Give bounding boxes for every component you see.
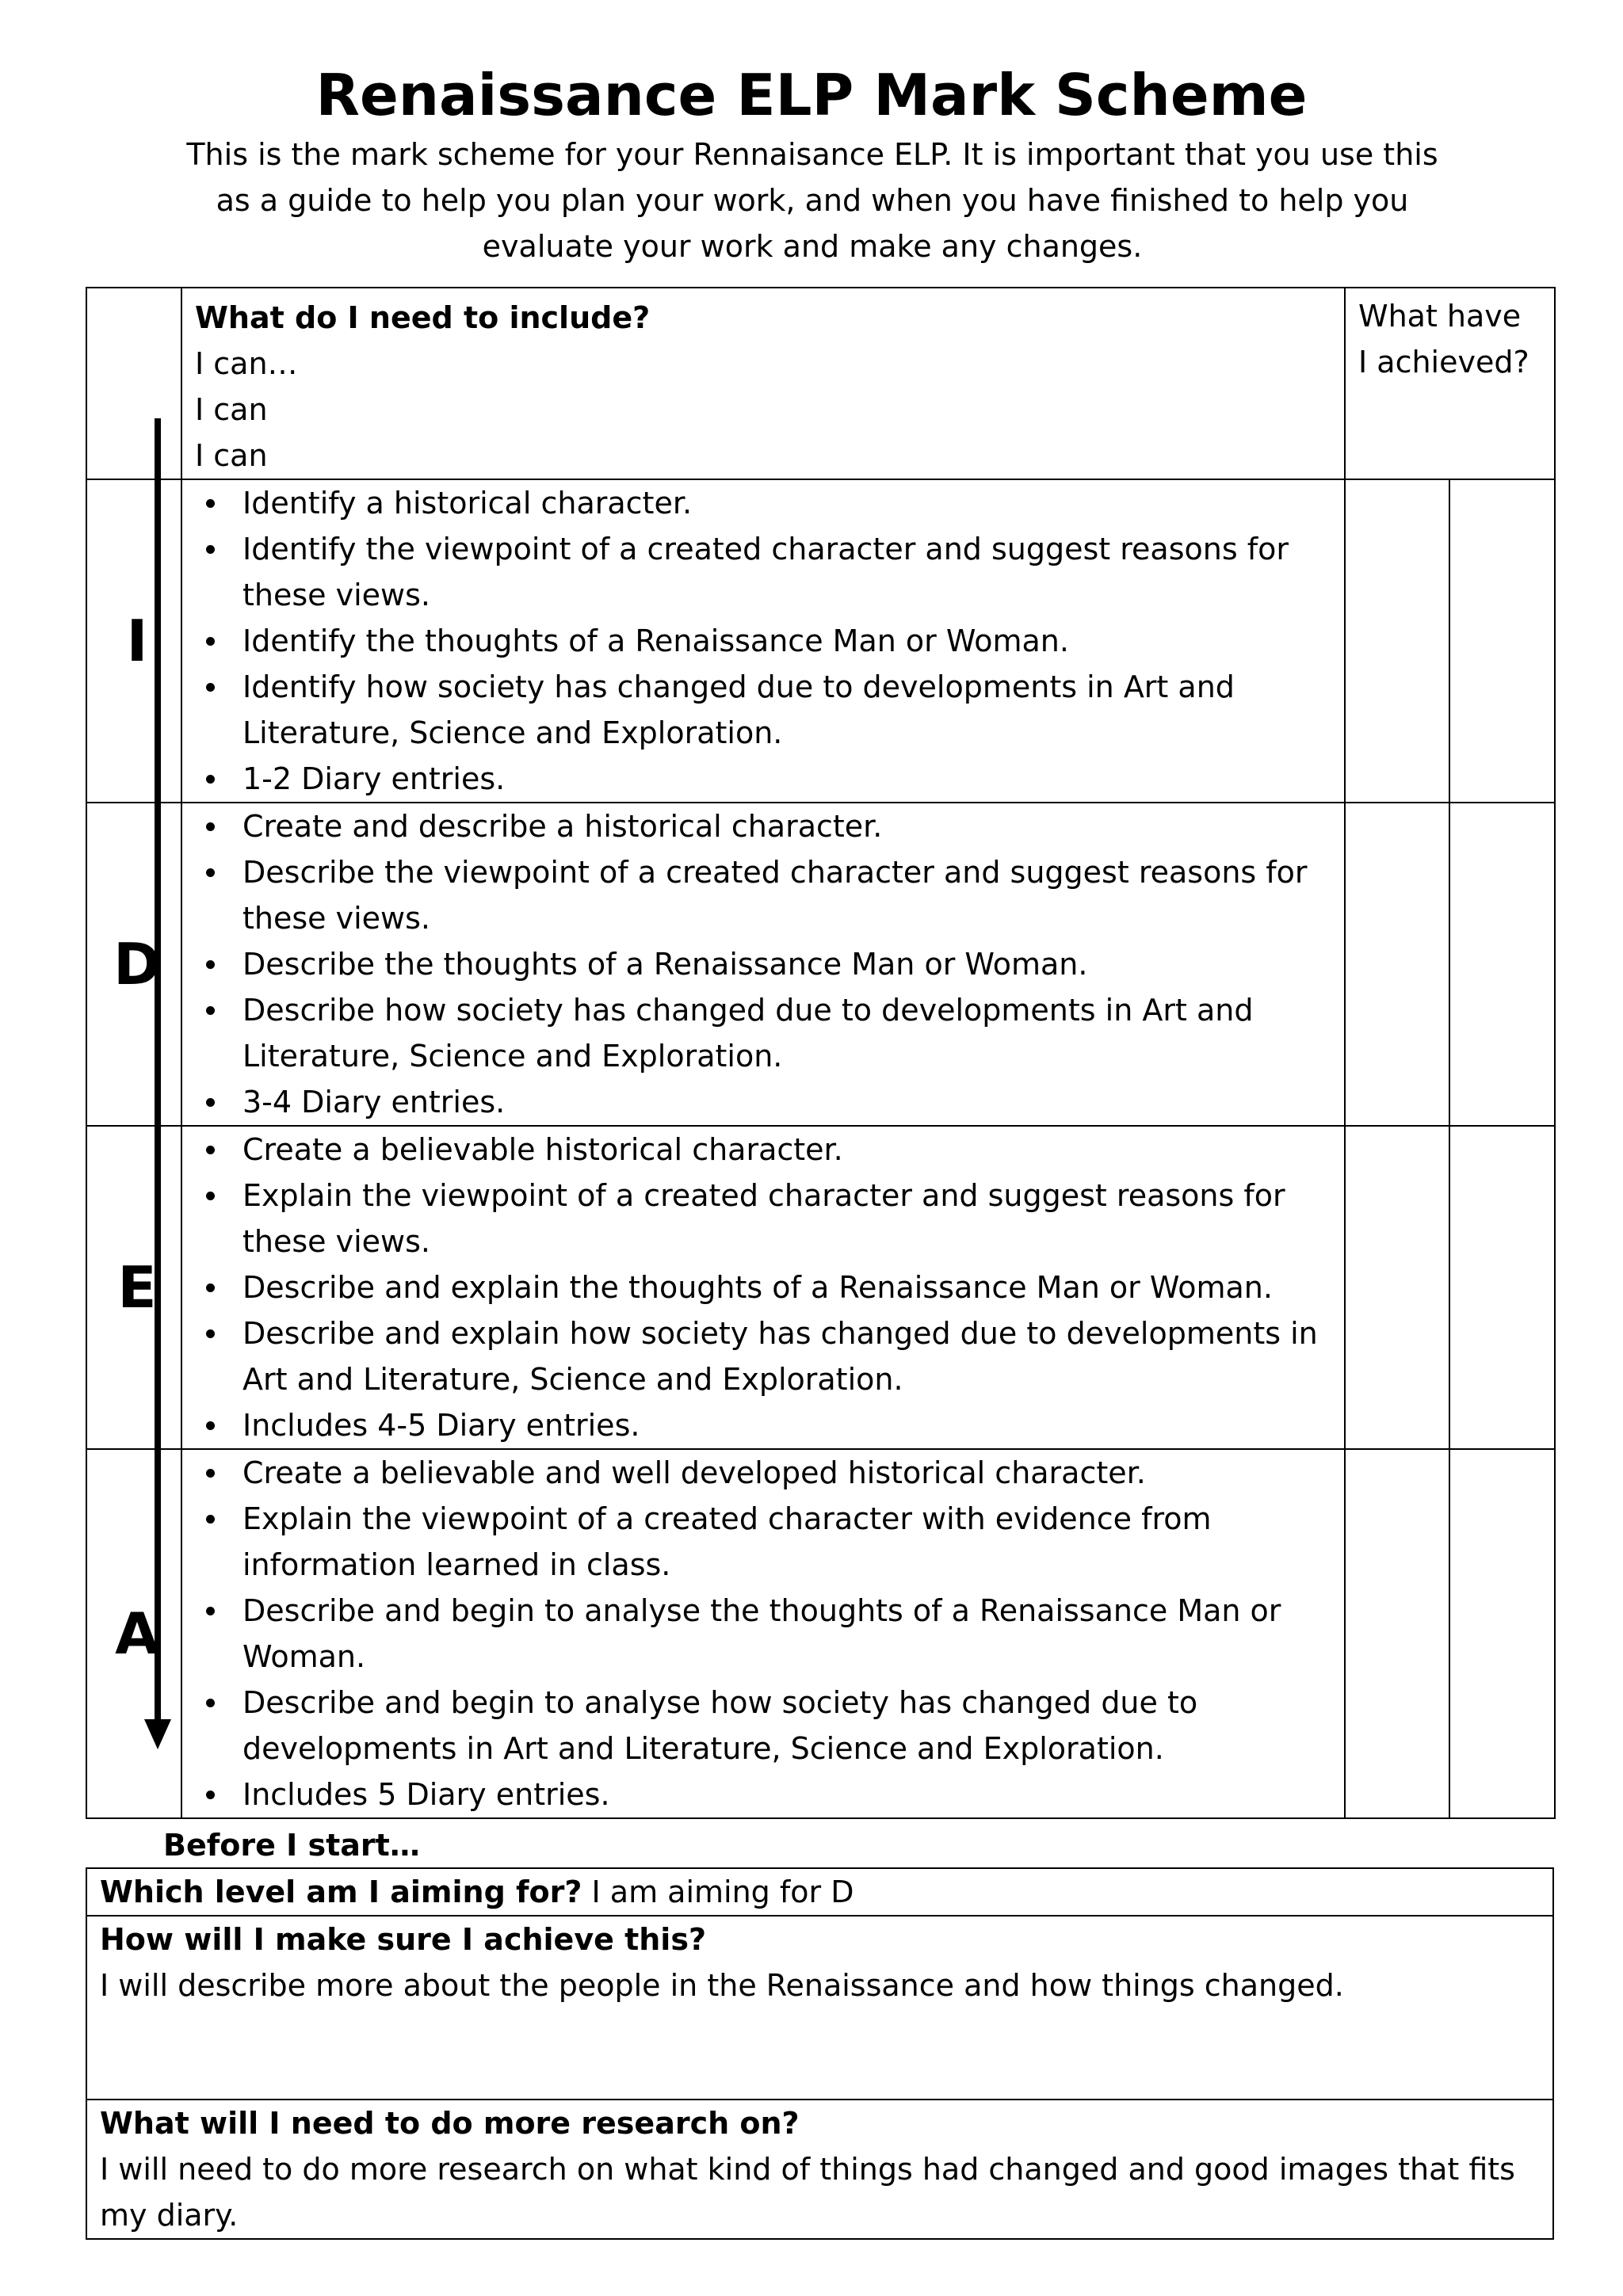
level-letter: I	[126, 608, 148, 674]
intro-text	[143, 132, 1482, 269]
achieve-cell[interactable]	[86, 1916, 1553, 2100]
mark-scheme-table	[86, 287, 1556, 1819]
criteria-item: Includes 4-5 Diary entries.	[195, 1402, 1344, 1448]
achieved-box[interactable]	[1449, 479, 1555, 803]
criteria-item: Create a believable and well developed historical character.	[195, 1450, 1344, 1496]
level-letter: E	[117, 1254, 157, 1321]
criteria-list	[195, 1450, 1344, 1817]
level-aim-answer: I am aiming for D	[582, 1875, 854, 1909]
level-aim-question: Which level am I aiming for?	[100, 1875, 582, 1909]
criteria-item: Describe and explain how society has changed due to developments in Art and Literature, Science and Exploration.	[195, 1310, 1344, 1402]
criteria-item: Describe how society has changed due to developments in Art and Literature, Science and Exploration.	[195, 987, 1344, 1079]
achieved-box[interactable]	[1449, 1126, 1555, 1449]
plan-row-achieve	[86, 1916, 1553, 2100]
criteria-item: Describe and begin to analyse the thoughts of a Renaissance Man or Woman.	[195, 1588, 1344, 1680]
criteria-cell	[181, 803, 1345, 1126]
criteria-item: Identify a historical character.	[195, 480, 1344, 526]
achieved-box[interactable]	[1449, 803, 1555, 1126]
level-aim-cell[interactable]	[86, 1868, 1553, 1916]
achieved-heading: I achieved?	[1358, 345, 1529, 379]
plan-row-research	[86, 2100, 1553, 2239]
level-letter-cell	[86, 1126, 181, 1449]
criteria-item: 1-2 Diary entries.	[195, 756, 1344, 802]
intro-line: as a guide to help you plan your work, and when you have finished to help you	[216, 183, 1409, 218]
research-question: What will I need to do more research on?	[100, 2106, 800, 2141]
achieve-question: How will I make sure I achieve this?	[100, 1922, 706, 1957]
criteria-list	[195, 1127, 1344, 1448]
criteria-cell	[181, 479, 1345, 803]
before-start-label: Before I start…	[163, 1828, 420, 1863]
intro-line: evaluate your work and make any changes.	[482, 229, 1143, 264]
research-answer: I will need to do more research on what kind of things had changed and good images that fits my diary.	[100, 2152, 1515, 2233]
criteria-cell	[181, 1449, 1345, 1818]
criteria-item: Identify the viewpoint of a created character and suggest reasons for these views.	[195, 526, 1344, 618]
achieve-answer: I will describe more about the people in the Renaissance and how things changed.	[100, 1968, 1344, 2003]
criteria-item: Create and describe a historical character.	[195, 803, 1344, 849]
i-can-line: I can	[195, 438, 268, 473]
header-include-cell	[181, 288, 1345, 479]
plan-row-level	[86, 1868, 1553, 1916]
progression-arrow-line	[155, 418, 161, 1732]
criteria-item: Describe and explain the thoughts of a Renaissance Man or Woman.	[195, 1264, 1344, 1310]
research-cell[interactable]	[86, 2100, 1553, 2239]
criteria-list	[195, 803, 1344, 1125]
level-row-i	[86, 479, 1555, 803]
page-title: Renaissance ELP Mark Scheme	[315, 62, 1308, 128]
criteria-item: 3-4 Diary entries.	[195, 1079, 1344, 1125]
level-row-a	[86, 1449, 1555, 1818]
criteria-item: Explain the viewpoint of a created character and suggest reasons for these views.	[195, 1173, 1344, 1264]
scheme-header-row	[86, 288, 1555, 479]
level-row-d	[86, 803, 1555, 1126]
criteria-cell	[181, 1126, 1345, 1449]
achieved-box[interactable]	[1345, 479, 1449, 803]
criteria-item: Create a believable historical character.	[195, 1127, 1344, 1173]
i-can-line: I can	[195, 392, 268, 427]
i-can-line: I can…	[195, 346, 298, 381]
criteria-item: Describe the viewpoint of a created character and suggest reasons for these views.	[195, 849, 1344, 941]
planning-table	[86, 1867, 1554, 2240]
level-letter-cell	[86, 1449, 181, 1818]
include-heading: What do I need to include?	[195, 300, 651, 335]
criteria-item: Identify the thoughts of a Renaissance Man or Woman.	[195, 618, 1344, 664]
level-letter-cell	[86, 479, 181, 803]
level-letter: D	[113, 931, 161, 997]
achieved-heading: What have	[1358, 299, 1522, 334]
achieved-box[interactable]	[1345, 1126, 1449, 1449]
criteria-item: Includes 5 Diary entries.	[195, 1772, 1344, 1817]
achieved-box[interactable]	[1345, 803, 1449, 1126]
criteria-item: Explain the viewpoint of a created character with evidence from information learned in class.	[195, 1496, 1344, 1588]
level-letter: A	[115, 1600, 159, 1667]
criteria-item: Describe and begin to analyse how society has changed due to developments in Art and Literature, Science and Exploration.	[195, 1680, 1344, 1772]
achieved-box[interactable]	[1449, 1449, 1555, 1818]
header-level-cell	[86, 288, 181, 479]
level-letter-cell	[86, 803, 181, 1126]
criteria-item: Identify how society has changed due to developments in Art and Literature, Science and Exploration.	[195, 664, 1344, 756]
criteria-list	[195, 480, 1344, 802]
arrow-down-icon	[144, 1719, 171, 1749]
header-achieved-cell	[1345, 288, 1555, 479]
level-row-e	[86, 1126, 1555, 1449]
criteria-item: Describe the thoughts of a Renaissance Man or Woman.	[195, 941, 1344, 987]
intro-line: This is the mark scheme for your Rennaisance ELP. It is important that you use this	[186, 137, 1438, 172]
achieved-box[interactable]	[1345, 1449, 1449, 1818]
